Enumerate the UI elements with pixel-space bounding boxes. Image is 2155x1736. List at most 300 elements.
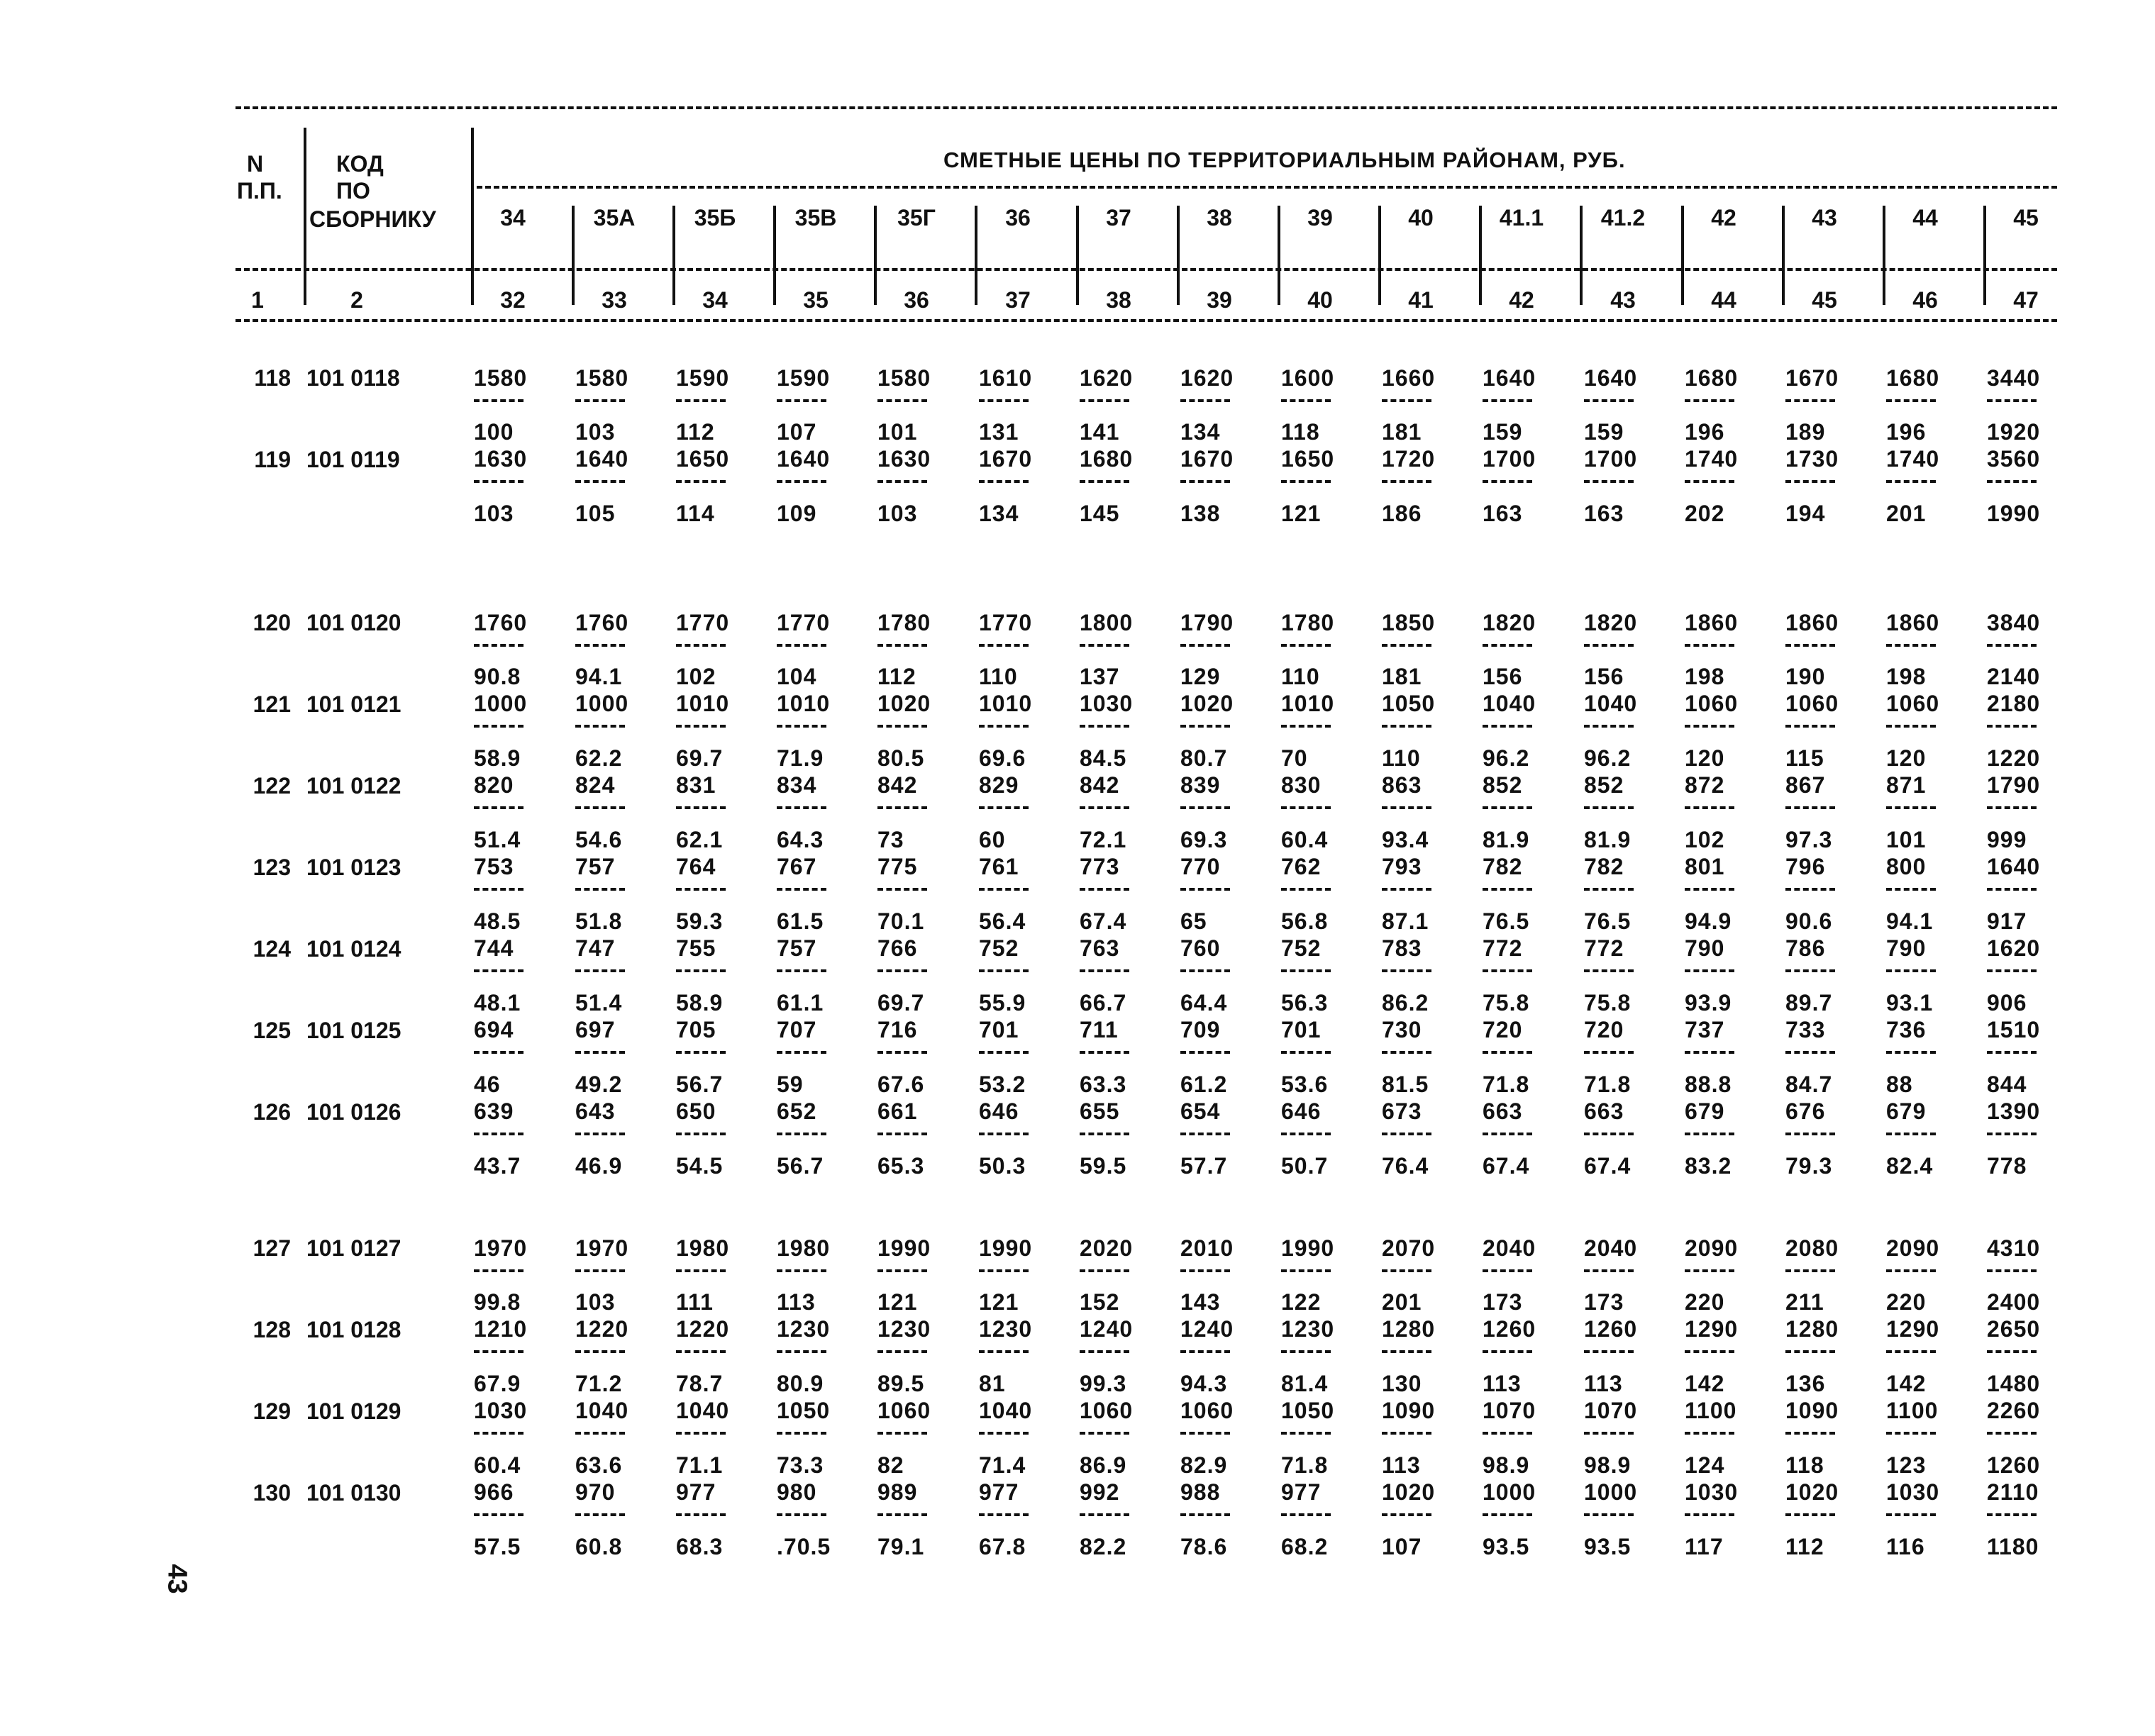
cell-value: 1580 [877, 365, 931, 391]
table-cell [1785, 1371, 1856, 1456]
fraction-bar [979, 1051, 1029, 1054]
fraction-bar [1281, 1432, 1331, 1435]
fraction-bar [777, 1513, 826, 1516]
row-code: 101 0119 [306, 447, 400, 472]
cell-value: 201 [1382, 1289, 1422, 1315]
row-code: 101 0124 [306, 936, 401, 962]
cell-value: 697 [575, 1017, 616, 1042]
table-cell [1080, 1153, 1151, 1238]
fraction-bar [1382, 644, 1431, 647]
table-cell [1785, 664, 1856, 749]
fraction-bar [979, 806, 1029, 809]
table-cell [1180, 1153, 1251, 1238]
table-cell [1685, 990, 1756, 1075]
fraction-bar [676, 1133, 726, 1135]
cell-value: 143 [1180, 1289, 1221, 1315]
table-cell [777, 1452, 848, 1537]
table-cell [474, 1289, 545, 1374]
cell-value: 83.2 [1685, 1153, 1732, 1179]
cell-value: 113 [1483, 1371, 1522, 1396]
table-cell [474, 1235, 545, 1278]
fraction-bar [1987, 806, 2037, 809]
cell-value: 107 [1382, 1534, 1422, 1559]
table-cell [1180, 1371, 1251, 1456]
cell-value: 81.9 [1584, 827, 1632, 852]
cell-value: 1630 [474, 446, 528, 472]
fraction-bar [1281, 1513, 1331, 1516]
table-cell [877, 745, 948, 830]
cell-value: 1050 [777, 1398, 831, 1423]
cell-value: 761 [979, 854, 1019, 879]
fraction-bar [777, 725, 826, 728]
table-cell [1080, 1371, 1151, 1456]
cell-value: 1600 [1281, 365, 1335, 391]
fraction-bar [1886, 725, 1936, 728]
table-cell [1584, 1534, 1655, 1619]
table-cell [1886, 1072, 1957, 1157]
fraction-bar [1987, 969, 2037, 972]
fraction-bar [777, 480, 826, 483]
table-cell [1180, 1072, 1251, 1157]
cell-value: 1800 [1080, 610, 1134, 635]
cell-value: 863 [1382, 772, 1422, 798]
row-number: 127 [253, 1235, 291, 1261]
table-cell [575, 501, 646, 586]
cell-value: 1180 [1987, 1534, 2039, 1559]
table-cell [1785, 1452, 1856, 1537]
cell-value: 117 [1685, 1534, 1724, 1559]
cell-value: 156 [1483, 664, 1523, 689]
table-cell [1483, 1534, 1553, 1619]
cell-value: 103 [877, 501, 918, 526]
cell-value: 1210 [474, 1316, 528, 1342]
cell-value: 1920 [1987, 419, 2041, 445]
cell-value: 977 [676, 1479, 716, 1505]
cell-value: 999 [1987, 827, 2027, 852]
fraction-bar [1584, 725, 1634, 728]
cell-value: 80.7 [1180, 745, 1228, 771]
fraction-bar [1180, 480, 1230, 483]
table-cell [1483, 501, 1553, 586]
fraction-bar [1987, 1133, 2037, 1135]
table-cell [979, 827, 1050, 912]
cell-value: 61.2 [1180, 1072, 1228, 1097]
fraction-bar [1785, 1350, 1835, 1353]
cell-value: 790 [1886, 935, 1927, 961]
cell-value: 1060 [1080, 1398, 1134, 1423]
cell-value: 1970 [474, 1235, 528, 1261]
cell-value: 70.1 [877, 908, 925, 934]
fraction-bar [979, 1350, 1029, 1353]
cell-value: 220 [1886, 1289, 1927, 1315]
cell-value: 772 [1584, 935, 1624, 961]
table-cell [1281, 1534, 1352, 1619]
region-header: 45 [2013, 205, 2039, 230]
cell-value: 1730 [1785, 446, 1839, 472]
cell-value: 1670 [1785, 365, 1839, 391]
cell-value: 1000 [474, 691, 528, 716]
table-cell [1785, 1153, 1856, 1238]
table-cell [877, 1289, 948, 1374]
cell-value: 1790 [1987, 772, 2041, 798]
cell-value: 80.5 [877, 745, 925, 771]
cell-value: 43.7 [474, 1153, 521, 1179]
fraction-bar [1886, 1051, 1936, 1054]
cell-value: 93.4 [1382, 827, 1429, 852]
table-cell [979, 908, 1050, 994]
cell-value: 1260 [1987, 1452, 2041, 1478]
cell-value: 114 [676, 501, 715, 526]
cell-value: 1630 [877, 446, 931, 472]
table-cell [877, 1534, 948, 1619]
fraction-bar [1080, 1432, 1129, 1435]
cell-value: 76.4 [1382, 1153, 1429, 1179]
table-cell [676, 365, 747, 408]
fraction-bar [474, 888, 523, 891]
fraction-bar [979, 1133, 1029, 1135]
row-number: 121 [253, 691, 291, 717]
row-code: 101 0130 [306, 1480, 401, 1506]
table-cell [1584, 908, 1655, 994]
cell-value: 1020 [1180, 691, 1234, 716]
fraction-bar [1281, 969, 1331, 972]
cell-value: 1740 [1685, 446, 1739, 472]
table-cell [474, 501, 545, 586]
table-cell [979, 1235, 1050, 1278]
table-cell [877, 1235, 948, 1278]
fraction-bar [1685, 399, 1734, 402]
cell-value: 49.2 [575, 1072, 623, 1097]
cell-value: 1000 [575, 691, 629, 716]
table-cell [979, 1153, 1050, 1238]
table-cell [1685, 1153, 1756, 1238]
table-cell [1987, 501, 2058, 586]
cell-value: 1650 [676, 446, 730, 472]
table-cell [1685, 1289, 1756, 1374]
fraction-bar [1180, 1513, 1230, 1516]
table-cell [877, 990, 948, 1075]
cell-value: 701 [979, 1017, 1019, 1042]
fraction-bar [1987, 1432, 2037, 1435]
fraction-bar [1382, 1350, 1431, 1353]
table-cell [1382, 1534, 1453, 1619]
cell-value: 829 [979, 772, 1019, 798]
fraction-bar [979, 969, 1029, 972]
fraction-bar [575, 1350, 625, 1353]
fraction-bar [1080, 1133, 1129, 1135]
cell-value: 99.3 [1080, 1371, 1127, 1396]
table-cell [1785, 990, 1856, 1075]
table-cell [1584, 1452, 1655, 1537]
cell-value: 1030 [1886, 1479, 1940, 1505]
cell-value: 801 [1685, 854, 1725, 879]
header-separator [1580, 206, 1583, 305]
region-header: 41.1 [1499, 205, 1544, 230]
cell-value: 84.7 [1785, 1072, 1833, 1097]
table-cell [676, 1534, 747, 1619]
cell-value: 752 [1281, 935, 1322, 961]
table-cell [1080, 745, 1151, 830]
fraction-bar [575, 644, 625, 647]
table-cell [979, 501, 1050, 586]
fraction-bar [877, 969, 927, 972]
cell-value: 64.3 [777, 827, 824, 852]
cell-value: 1000 [1584, 1479, 1638, 1505]
cell-value: 70 [1281, 745, 1308, 771]
cell-value: 673 [1382, 1098, 1422, 1124]
cell-value: 970 [575, 1479, 616, 1505]
table-cell [1382, 1153, 1453, 1238]
fraction-bar [676, 480, 726, 483]
cell-value: 977 [1281, 1479, 1322, 1505]
cell-value: 131 [979, 419, 1019, 445]
cell-value: 220 [1685, 1289, 1725, 1315]
fraction-bar [1987, 399, 2037, 402]
fraction-bar [1382, 725, 1431, 728]
table-cell [1080, 419, 1151, 504]
cell-value: 118 [1785, 1452, 1824, 1478]
cell-value: 1010 [979, 691, 1033, 716]
cell-value: 1030 [1080, 691, 1134, 716]
table-cell [1180, 501, 1251, 586]
table-cell [575, 1072, 646, 1157]
fraction-bar [1584, 1350, 1634, 1353]
fraction-bar [1685, 888, 1734, 891]
fraction-bar [1685, 806, 1734, 809]
cell-value: 93.5 [1483, 1534, 1530, 1559]
fraction-bar [1483, 888, 1532, 891]
fraction-bar [1080, 806, 1129, 809]
table-cell [979, 610, 1050, 652]
cell-value: 782 [1584, 854, 1624, 879]
cell-value: 90.6 [1785, 908, 1833, 934]
header-bottom-rule [236, 319, 2057, 322]
cell-value: 136 [1785, 1371, 1826, 1396]
fraction-bar [1180, 399, 1230, 402]
table-cell [1785, 419, 1856, 504]
cell-value: 3440 [1987, 365, 2041, 391]
fraction-bar [1483, 1269, 1532, 1272]
table-cell [1987, 419, 2058, 504]
fraction-bar [676, 1513, 726, 1516]
cell-value: 121 [1281, 501, 1322, 526]
fraction-bar [1281, 480, 1331, 483]
table-cell [877, 1153, 948, 1238]
table-cell [1785, 501, 1856, 586]
cell-value: 1010 [1281, 691, 1335, 716]
cell-value: 1770 [777, 610, 831, 635]
table-cell [1382, 1235, 1453, 1278]
cell-value: 56.4 [979, 908, 1026, 934]
table-cell [1382, 1289, 1453, 1374]
table-cell [1180, 610, 1251, 652]
table-cell [474, 1534, 545, 1619]
table-cell [1584, 419, 1655, 504]
table-cell [1987, 1452, 2058, 1537]
header-separator [1479, 206, 1482, 305]
table-cell [1584, 1153, 1655, 1238]
title-underline [477, 186, 2057, 189]
table-cell [1886, 1534, 1957, 1619]
fraction-bar [1584, 888, 1634, 891]
cell-value: 104 [777, 664, 817, 689]
cell-value: 96.2 [1584, 745, 1632, 771]
cell-value: 1390 [1987, 1098, 2041, 1124]
cell-value: 1260 [1584, 1316, 1638, 1342]
cell-value: 773 [1080, 854, 1120, 879]
table-cell [1281, 745, 1352, 830]
cell-value: 1980 [777, 1235, 831, 1261]
cell-value: 1480 [1987, 1371, 2041, 1396]
fraction-bar [777, 1269, 826, 1272]
row-code: 101 0127 [306, 1235, 401, 1261]
cell-value: 84.5 [1080, 745, 1127, 771]
table-cell [979, 1371, 1050, 1456]
header-sbornik: СБОРНИКУ [309, 206, 436, 232]
fraction-bar [1382, 806, 1431, 809]
cell-value: 56.8 [1281, 908, 1329, 934]
header-separator [304, 128, 306, 305]
fraction-bar [1281, 644, 1331, 647]
cell-value: 120 [1886, 745, 1927, 771]
fraction-bar [474, 1051, 523, 1054]
table-cell [1987, 1235, 2058, 1278]
table-cell [877, 1072, 948, 1157]
fraction-bar [1987, 1350, 2037, 1353]
cell-value: 661 [877, 1098, 918, 1124]
cell-value: 65.3 [877, 1153, 925, 1179]
table-cell [1180, 365, 1251, 408]
table-cell [777, 908, 848, 994]
cell-value: 159 [1584, 419, 1624, 445]
table-cell [1382, 1072, 1453, 1157]
table-cell [1180, 745, 1251, 830]
cell-value: 54.6 [575, 827, 623, 852]
fraction-bar [777, 969, 826, 972]
cell-value: 134 [979, 501, 1019, 526]
cell-value: 1040 [1483, 691, 1536, 716]
col-number: 42 [1509, 287, 1534, 313]
cell-value: 4310 [1987, 1235, 2041, 1261]
cell-value: 71.1 [676, 1452, 724, 1478]
fraction-bar [979, 480, 1029, 483]
cell-value: 97.3 [1785, 827, 1833, 852]
table-cell [1584, 745, 1655, 830]
cell-value: 1230 [877, 1316, 931, 1342]
cell-value: 93.9 [1685, 990, 1732, 1016]
table-cell [1987, 1072, 2058, 1157]
table-cell [1584, 610, 1655, 652]
table-cell [1080, 908, 1151, 994]
fraction-bar [1080, 1350, 1129, 1353]
cell-value: 98.9 [1483, 1452, 1530, 1478]
cell-value: 744 [474, 935, 514, 961]
fraction-bar [676, 806, 726, 809]
fraction-bar [1785, 399, 1835, 402]
header-separator [1681, 206, 1684, 305]
cell-value: 867 [1785, 772, 1826, 798]
cell-value: 67.8 [979, 1534, 1026, 1559]
cell-value: 663 [1483, 1098, 1523, 1124]
cell-value: 2650 [1987, 1316, 2041, 1342]
table-cell [1886, 1452, 1957, 1537]
row-code: 101 0121 [306, 691, 401, 717]
fraction-bar [1685, 644, 1734, 647]
header-separator [471, 128, 474, 305]
fraction-bar [1584, 1269, 1634, 1272]
table-cell [777, 664, 848, 749]
fraction-bar [777, 888, 826, 891]
cell-value: 1640 [1483, 365, 1536, 391]
fraction-bar [979, 1432, 1029, 1435]
cell-value: 988 [1180, 1479, 1221, 1505]
cell-value: 163 [1483, 501, 1523, 526]
cell-value: 752 [979, 935, 1019, 961]
table-cell [1584, 1371, 1655, 1456]
cell-value: 720 [1483, 1017, 1523, 1042]
table-cell [1180, 908, 1251, 994]
table-cell [1685, 1452, 1756, 1537]
fraction-bar [877, 1432, 927, 1435]
table-cell [1080, 610, 1151, 652]
table-cell [1685, 1371, 1756, 1456]
table-cell [474, 990, 545, 1075]
fraction-bar [1382, 1133, 1431, 1135]
table-cell [1382, 990, 1453, 1075]
region-header: 36 [1005, 205, 1031, 230]
cell-value: 1990 [1987, 501, 2041, 526]
region-header: 44 [1912, 205, 1938, 230]
cell-value: 1760 [575, 610, 629, 635]
table-cell [877, 827, 948, 912]
cell-value: 980 [777, 1479, 817, 1505]
fraction-bar [1281, 888, 1331, 891]
fraction-bar [1080, 644, 1129, 647]
fraction-bar [1785, 725, 1835, 728]
fraction-bar [474, 1133, 523, 1135]
cell-value: 89.5 [877, 1371, 925, 1396]
cell-value: 1640 [1584, 365, 1638, 391]
cell-value: 50.7 [1281, 1153, 1329, 1179]
col-number-1: 1 [251, 287, 264, 313]
fraction-bar [1483, 969, 1532, 972]
cell-value: 1240 [1080, 1316, 1134, 1342]
cell-value: 820 [474, 772, 514, 798]
cell-value: 194 [1785, 501, 1826, 526]
table-cell [777, 990, 848, 1075]
col-number: 40 [1307, 287, 1333, 313]
cell-value: 68.3 [676, 1534, 724, 1559]
cell-value: 196 [1886, 419, 1927, 445]
cell-value: 646 [1281, 1098, 1322, 1124]
cell-value: 73.3 [777, 1452, 824, 1478]
cell-value: 917 [1987, 908, 2027, 934]
table-cell [1080, 501, 1151, 586]
table-cell [1382, 1371, 1453, 1456]
cell-value: 1580 [575, 365, 629, 391]
fraction-bar [1785, 1051, 1835, 1054]
fraction-bar [1785, 806, 1835, 809]
cell-value: 1010 [676, 691, 730, 716]
table-cell [1886, 419, 1957, 504]
fraction-bar [1080, 969, 1129, 972]
fraction-bar [676, 1350, 726, 1353]
table-cell [474, 908, 545, 994]
cell-value: 872 [1685, 772, 1725, 798]
fraction-bar [1987, 725, 2037, 728]
table-cell [1483, 745, 1553, 830]
cell-value: 163 [1584, 501, 1624, 526]
